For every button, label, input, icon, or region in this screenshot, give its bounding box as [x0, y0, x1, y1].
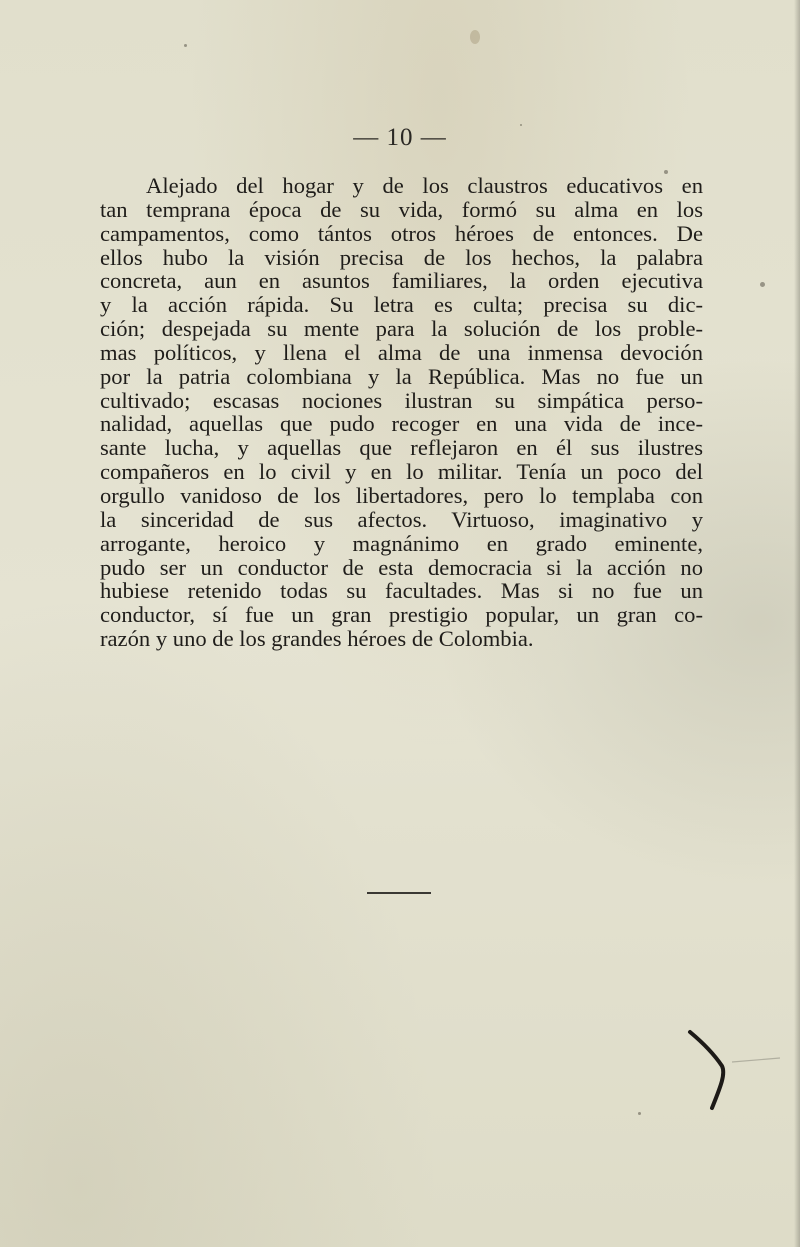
text-line: ellos hubo la visión precisa de los hechos, la palabra: [100, 244, 703, 270]
text-line: nalidad, aquellas que pudo recoger en una vida de ince-: [100, 411, 703, 437]
text-line: razón y uno de los grandes héroes de Colombia.: [100, 626, 534, 652]
text-line: hubiese retenido todas su facultades. Mas si no fue un: [100, 578, 703, 604]
text-line: por la patria colombiana y la República. Mas no fue un: [100, 363, 703, 389]
page-number: — 10 —: [353, 124, 447, 151]
paper-speck: [664, 170, 668, 174]
text-line: la sinceridad de sus afectos. Virtuoso, imaginativo y: [100, 506, 703, 532]
text-line: mas políticos, y llena el alma de una inmensa devoción: [100, 339, 703, 365]
text-line: pudo ser un conductor de esta democracia si la acción no: [100, 554, 703, 580]
text-line: tan temprana época de su vida, formó su alma en los: [100, 196, 703, 222]
text-line: arrogante, heroico y magnánimo en grado eminente,: [100, 530, 703, 556]
text-line: ción; despejada su mente para la solución de los proble-: [100, 316, 703, 342]
body-paragraph: [100, 174, 703, 651]
handwritten-pen-stroke-icon: [680, 1020, 800, 1120]
paper-speck: [520, 124, 522, 126]
paper-speck: [638, 1112, 641, 1115]
text-line: compañeros en lo civil y en lo militar. Tenía un poco del: [100, 459, 703, 485]
paper-speck: [760, 282, 765, 287]
text-line: sante lucha, y aquellas que reflejaron en él sus ilustres: [100, 435, 703, 461]
section-divider: [367, 892, 431, 894]
paper-speck: [184, 44, 187, 47]
text-line: campamentos, como tántos otros héroes de entonces. De: [100, 220, 703, 246]
text-line: orgullo vanidoso de los libertadores, pero lo templaba con: [100, 482, 703, 508]
text-line: Alejado del hogar y de los claustros educativos en: [146, 173, 703, 198]
text-line: concreta, aun en asuntos familiares, la orden ejecutiva: [100, 268, 703, 294]
text-line: y la acción rápida. Su letra es culta; precisa su dic-: [100, 292, 703, 318]
paper-speck: [470, 30, 480, 44]
text-line: conductor, sí fue un gran prestigio popular, un gran co-: [100, 602, 703, 628]
text-line: cultivado; escasas nociones ilustran su simpática perso-: [100, 387, 703, 413]
